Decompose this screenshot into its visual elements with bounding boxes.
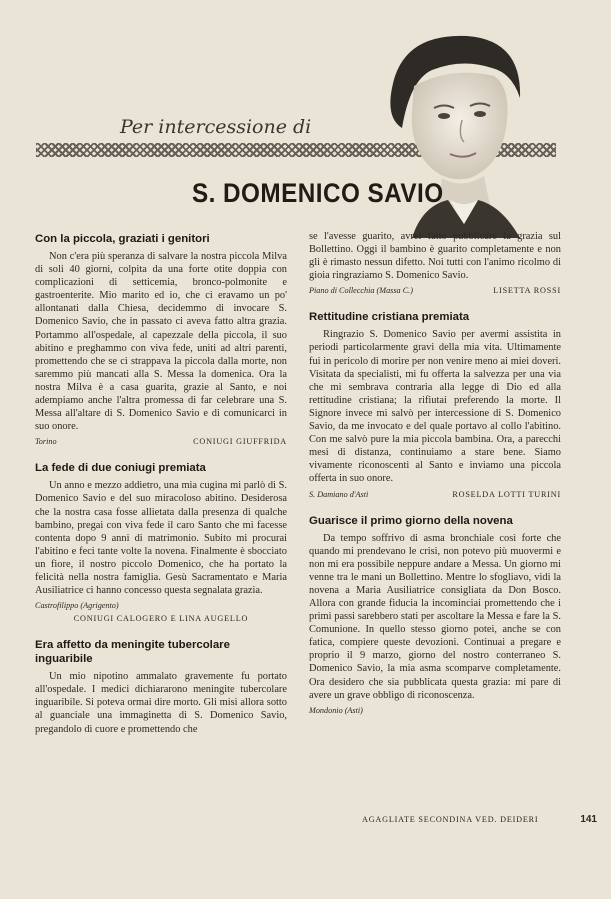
article-heading: Era affetto da meningite tubercolare inguaribile xyxy=(35,639,230,666)
article xyxy=(35,232,287,447)
article-heading: La fede di due coniugi premiata xyxy=(35,462,206,475)
article xyxy=(309,310,561,499)
signature-names: CONIUGI GIUFFRIDA xyxy=(193,437,287,447)
article-heading: Con la piccola, graziati i genitori xyxy=(35,233,210,245)
signature xyxy=(35,600,287,624)
signature-place: Torino xyxy=(35,437,57,447)
article-text: Da tempo soffrivo di asma bronchiale così forte che quando mi prendevano le crisi, non potevo più muovermi e non mi era possibile neppure andare a Messa. Un giorno mi venne tra le mani un Bollettino. Mentre lo sfogliavo, vidi la novena a Maria Ausiliatrice consigliata da Don Bosco. Allora con grande fiducia la incominciai promettendo che i primi passi sarebbero stati per ascoltare la Messa e fare la S. Comunione. In quello stesso giorno potei, anche se con fatica, compiere queste devozioni. Continuai a pregare e proprio il 9 marzo, giorno del nostro conterraneo S. Domenico Savio, la mia asma scomparve completamente. Ora desidero che sia pubblicata questa grazia: mi pare di avere un grave obbligo di riconoscenza. xyxy=(309,532,561,701)
page-number: 141 xyxy=(580,814,597,825)
article-continuation xyxy=(309,230,561,296)
article-text: Non c'era più speranza di salvare la nostra piccola Milva di soli 40 giorni, colpita da una forte otite doppia con complicazioni di setticemia, bronco-polmonite e gastroenterite. Mio marito ed io, che ci eravamo un po' allontanati dalla Chiesa, decidemmo di invocare S. Domenico Savio, che in passato ci aveva fatto altra grazia. Portammo all'ospedale, al capezzale della piccola, il suo abitino e preghammo con viva fede, uniti ad altri parenti, promettendo che se ci strappava la piccola dalla morte, non saremmo più mancati alla S. Messa la domenica. Ora la nostra Milva è a casa guarita, grazie al Santo, e noi adempiamo anche l'altra promessa di far celebrare una S. Messa all'altare di S. Domenico Savio e di comunicarci in suo onore. xyxy=(35,251,287,433)
article-text: se l'avesse guarito, avrei fatto pubblicare la grazia sul Bollettino. Oggi il bambino è guarito completamente e non gli è rimasto nessun difetto. Noi tutti con l'animo ricolmo di gioia ringraziamo S. Domenico Savio. xyxy=(309,231,561,282)
article-text: Ringrazio S. Domenico Savio per avermi assistita in periodi particolarmente gravi della mia vita. Ultimamente fui in pericolo di morire per non venire meno ai miei doveri. Visitata da specialisti, mi fu offerta la salvezza per una via che mi sembrava contraria alla legge di Dio ed alla rettitudine cristiana; la rifiutai preferendo la morte. Il Signore invece mi salvò per intercessione di S. Domenico Savio, da me invocato e del quale portavo al collo l'abitino. Con me salvò pure la mia piccola bambina. Ora, a parecchi mesi di distanza, continuiamo a stare bene. Siamo vivamente riconoscenti al Santo e inviamo una piccola offerta in suo onore. xyxy=(309,329,561,485)
signature-place: Mondonio (Asti) xyxy=(309,705,363,715)
signature-place: S. Damiano d'Asti xyxy=(309,489,369,499)
signature-names: LISETTA ROSSI xyxy=(493,286,561,296)
signature xyxy=(35,436,287,447)
signature-names: ROSELDA LOTTI TURINI xyxy=(452,489,561,499)
signature-place: Castrofilippo (Agrigento) xyxy=(35,601,119,611)
page-title: S. DOMENICO SAVIO xyxy=(192,178,444,208)
signature-place: Piano di Collecchia (Massa C.) xyxy=(309,286,413,296)
article-text: Un mio nipotino ammalato gravemente fu portato all'ospedale. I medici dichiararono meningite tubercolare inguaribile. Si poteva ormai dire morto. Gli misi allora sotto al guanciale una immaginetta di S. Domenico Savio, pregandolo di cuore e promettendo che xyxy=(35,671,287,735)
page-footer xyxy=(362,814,597,825)
right-column xyxy=(309,230,561,716)
article xyxy=(35,461,287,624)
signature-names: CONIUGI CALOGERO E LINA AUGELLO xyxy=(73,614,249,624)
article xyxy=(35,638,287,735)
article xyxy=(309,514,561,716)
article-text: Un anno e mezzo addietro, una mia cugina mi parlò di S. Domenico Savio e del suo miracoloso abitino. Desiderosa che la nostra casa fosse allietata dalla presenza di qualche bambino, pregai con viva fede il caro Santo che mi facesse contenta dopo 9 anni di matrimonio. Subito mi procurai l'abitino e feci tante volte la novena. Finalmente è sbocciato un fiore, il nostro piccolo Domenico, che ha portato la felicità nella nostra famiglia. Gesù Sacramentato e Maria Ausiliatrice ci hanno concesso questa segnalata grazia. xyxy=(35,480,287,597)
signature xyxy=(309,285,561,296)
article-heading: Rettitudine cristiana premiata xyxy=(309,311,470,324)
footer-names: AGAGLIATE SECONDINA VED. DEIDERI xyxy=(362,815,539,824)
article-heading: Guarisce il primo giorno della novena xyxy=(309,514,513,527)
intro-script: Per intercessione di xyxy=(120,116,312,138)
left-column xyxy=(35,232,287,736)
signature xyxy=(309,705,561,716)
signature xyxy=(309,489,561,500)
